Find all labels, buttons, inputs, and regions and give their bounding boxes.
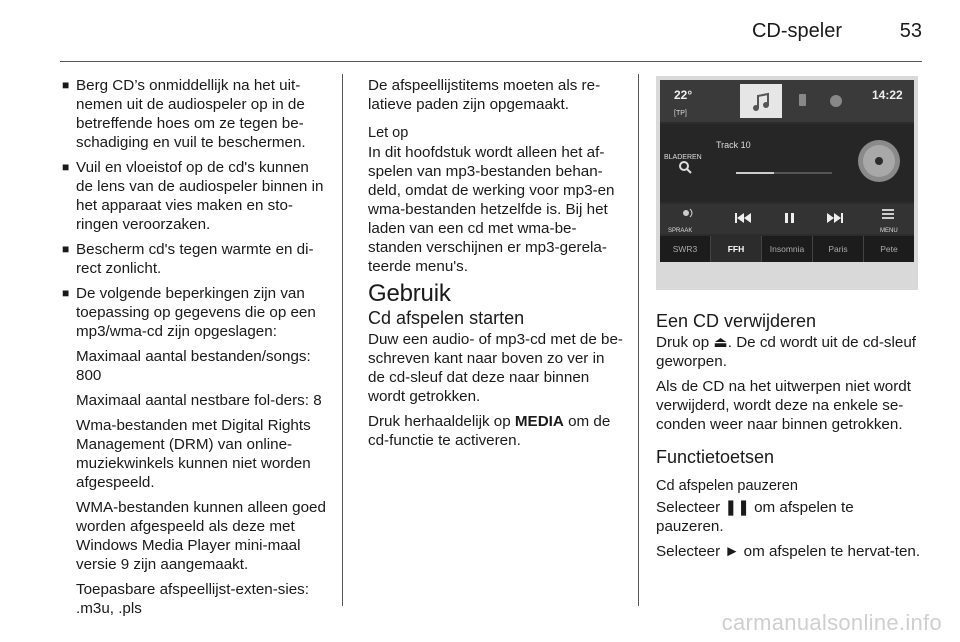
page-number: 53 bbox=[899, 20, 922, 42]
infotainment-screenshot bbox=[656, 76, 918, 290]
page-title: CD-speler bbox=[751, 20, 842, 42]
display-screen bbox=[660, 80, 914, 262]
list-item: ■ Bescherm cd's tegen warmte en di-rect zonlicht. bbox=[62, 241, 314, 277]
preset-button[interactable]: Paris bbox=[813, 236, 864, 262]
now-playing-panel bbox=[660, 124, 914, 202]
tp-indicator: [TP] bbox=[674, 110, 687, 117]
next-track-icon[interactable] bbox=[826, 212, 844, 224]
limit-item: Maximaal aantal bestanden/songs: 800 bbox=[76, 348, 311, 384]
device-icon bbox=[786, 84, 818, 118]
menu-button[interactable]: MENU bbox=[874, 206, 906, 232]
column-2 bbox=[368, 76, 624, 456]
subsection-heading: Functietoetsen bbox=[656, 447, 775, 467]
page-header bbox=[0, 0, 960, 62]
list-item: ■ Berg CD’s onmiddellijk na het uit-nemen uit de audiospeler op in de betreffende hoes om ze tegen be-schadiging en vuil te beschermen. bbox=[62, 77, 306, 151]
play-icon: ► bbox=[724, 543, 740, 560]
note-text: In dit hoofdstuk wordt alleen het af-spelen van mp3-bestanden behan-deld, omdat de werking voor mp3-en wma-bestanden hetzelfde is. Bij het laden van een cd met wma-be-standen verschijnen er mp3-gerela-teerde menu's. bbox=[368, 144, 615, 275]
playlist-paragraph: De afspeellijstitems moeten als re-latieve paden zijn opgemaakt. bbox=[368, 77, 601, 113]
pause-paragraph: Selecteer ❚❚ om afspelen te pauzeren. bbox=[656, 499, 854, 535]
track-title: Track 10 bbox=[716, 140, 751, 150]
browse-button[interactable]: BLADEREN bbox=[664, 148, 710, 178]
playback-controls bbox=[660, 204, 914, 234]
pause-icon: ❚❚ bbox=[724, 499, 750, 516]
column-3 bbox=[656, 76, 922, 567]
menu-icon bbox=[882, 208, 896, 220]
voice-icon bbox=[680, 206, 696, 220]
bullet-icon: ■ bbox=[62, 160, 70, 174]
media-key-label: MEDIA bbox=[514, 413, 564, 430]
pause-heading: Cd afspelen pauzeren bbox=[656, 478, 798, 494]
header-divider bbox=[60, 61, 922, 62]
note-title: Let op bbox=[368, 125, 409, 141]
preset-button[interactable]: FFH bbox=[711, 236, 762, 262]
column-divider-1 bbox=[342, 74, 343, 606]
list-item: ■ Vuil en vloeistof op de cd's kunnen de lens van de audiospeler binnen in het apparaat vies maken en sto-ringen veroorzaken. bbox=[62, 159, 324, 233]
pause-icon[interactable] bbox=[784, 212, 796, 224]
insert-paragraph: Duw een audio- of mp3-cd met de be-schreven kant naar boven zo ver in de cd-sleuf dat deze naar binnen wordt getrokken. bbox=[368, 331, 623, 405]
limit-item: Toepasbare afspeellijst-exten-sies: .m3u, .pls bbox=[76, 581, 309, 617]
progress-bar[interactable] bbox=[736, 172, 832, 174]
section-heading: Gebruik bbox=[368, 280, 451, 307]
speak-button[interactable]: SPRAAK bbox=[668, 206, 708, 232]
preset-button[interactable]: Pete bbox=[880, 244, 898, 254]
media-paragraph: Druk herhaaldelijk op MEDIA om de cd-functie te activeren. bbox=[368, 413, 611, 449]
limit-item: Maximaal aantal nestbare fol-ders: 8 bbox=[76, 392, 322, 409]
clock: 14:22 bbox=[872, 88, 903, 102]
limit-item: Wma-bestanden met Digital Rights Management (DRM) van online-muziekwinkels kunnen niet worden afgespeeld. bbox=[76, 417, 311, 491]
eject-paragraph: Druk op ⏏. De cd wordt uit de cd-sleuf geworpen. bbox=[656, 334, 917, 370]
preset-bar bbox=[660, 236, 914, 262]
music-note-icon bbox=[740, 84, 782, 118]
bullet-icon: ■ bbox=[62, 78, 70, 92]
bullet-icon: ■ bbox=[62, 286, 70, 300]
temperature: 22° bbox=[674, 88, 693, 102]
column-1 bbox=[62, 76, 326, 624]
source-tab-music[interactable] bbox=[740, 84, 782, 118]
eject-icon: ⏏ bbox=[713, 334, 728, 351]
bullet-icon: ■ bbox=[62, 242, 70, 256]
resume-paragraph: Selecteer ► om afspelen te hervat-ten. bbox=[656, 543, 921, 560]
cd-disc-icon bbox=[856, 138, 902, 184]
previous-track-icon[interactable] bbox=[734, 212, 752, 224]
limit-item: WMA-bestanden kunnen alleen goed worden afgespeeld als deze met Windows Media Player mini-maal versie 9 zijn aangemaakt. bbox=[76, 499, 326, 573]
source-tab-device[interactable] bbox=[786, 84, 818, 118]
search-icon bbox=[678, 160, 692, 174]
status-bar bbox=[660, 80, 914, 122]
subsection-heading: Cd afspelen starten bbox=[368, 308, 525, 328]
subsection-heading: Een CD verwijderen bbox=[656, 311, 817, 331]
source-tab-aux[interactable] bbox=[820, 84, 852, 118]
watermark: carmanualsonline.info bbox=[721, 610, 942, 635]
list-item: ■ De volgende beperkingen zijn van toepassing op gegevens die op een mp3/wma-cd zijn opgeslagen: bbox=[62, 285, 316, 340]
preset-button[interactable]: SWR3 bbox=[660, 236, 711, 262]
preset-button[interactable]: Insomnia bbox=[762, 236, 813, 262]
column-divider-2 bbox=[638, 74, 639, 606]
retract-paragraph: Als de CD na het uitwerpen niet wordt verwijderd, wordt deze na enkele se-conden weer naar binnen getrokken. bbox=[656, 378, 911, 433]
aux-source-icon bbox=[820, 84, 852, 118]
